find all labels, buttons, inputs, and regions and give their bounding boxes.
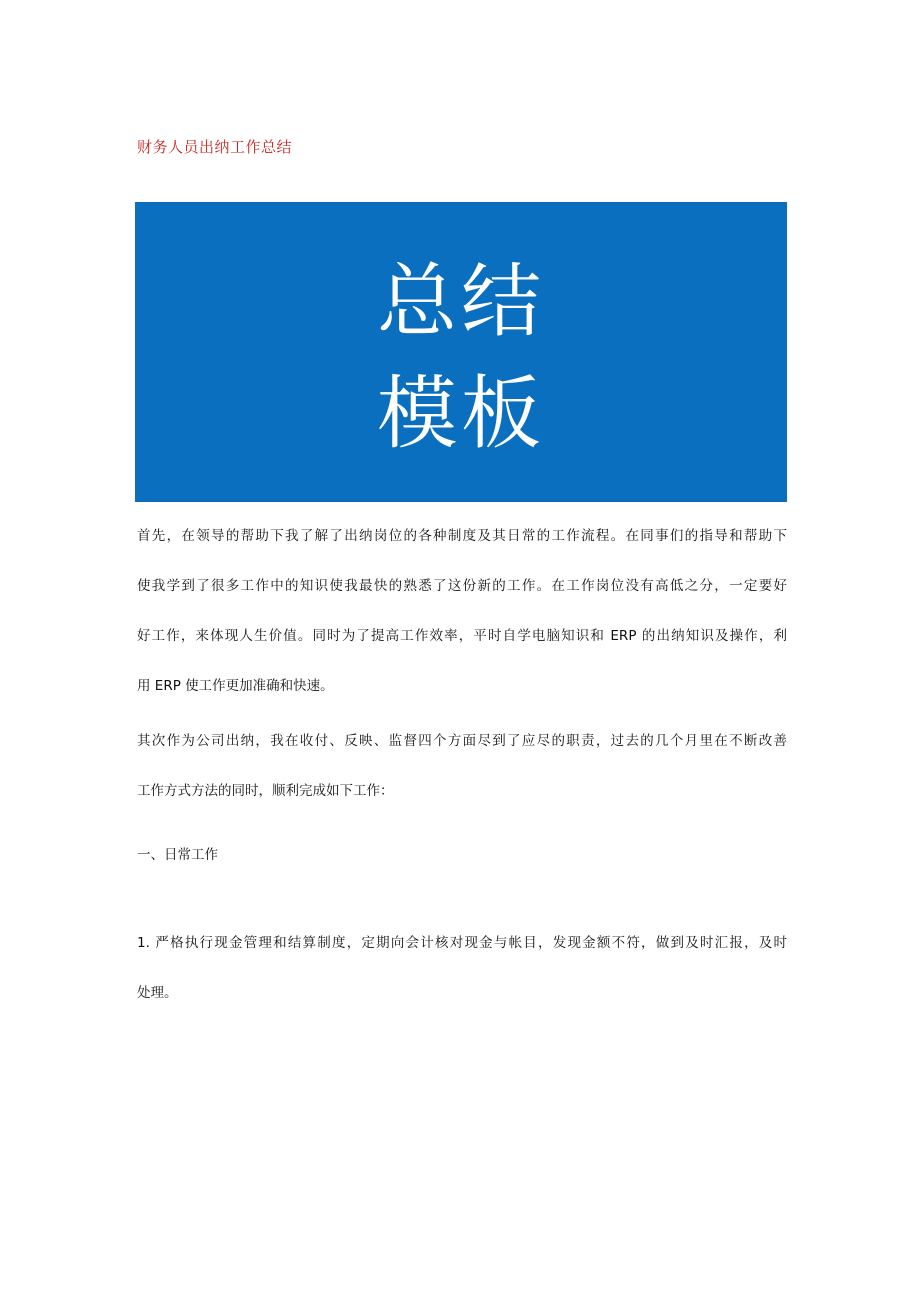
- paragraph-line: 其次作为公司出纳，我在收付、反映、监督四个方面尽到了应尽的职责，过去的几个月里在不断改善: [137, 733, 787, 749]
- banner-line-2: 模板: [377, 367, 545, 460]
- paragraph-line: 用 ERP 使工作更加准确和快速。: [137, 678, 334, 694]
- paragraph-duties: [137, 716, 787, 816]
- paragraph-line: 使我学到了很多工作中的知识使我最快的熟悉了这份新的工作。在工作岗位没有高低之分，一定要好: [137, 578, 787, 594]
- paragraph-line: 首先，在领导的帮助下我了解了出纳岗位的各种制度及其日常的工作流程。在同事们的指导和帮助下: [137, 528, 787, 544]
- paragraph-line: 工作方式方法的同时，顺利完成如下工作：: [137, 783, 394, 799]
- title-banner: [135, 202, 787, 502]
- paragraph-line: 好工作，来体现人生价值。同时为了提高工作效率，平时自学电脑知识和 ERP 的出纳知识及操作，利: [137, 628, 787, 644]
- paragraph-line: 1. 严格执行现金管理和结算制度，定期向会计核对现金与帐目，发现金额不符，做到及时汇报，及时: [137, 935, 787, 951]
- paragraph-item-1: [137, 918, 787, 1018]
- banner-line-1: 总结: [377, 255, 545, 348]
- paragraph-intro: [137, 511, 787, 711]
- paragraph-line: 处理。: [137, 985, 178, 1001]
- document-title: 财务人员出纳工作总结: [137, 138, 293, 156]
- section-heading-daily-work: 一、日常工作: [137, 847, 218, 863]
